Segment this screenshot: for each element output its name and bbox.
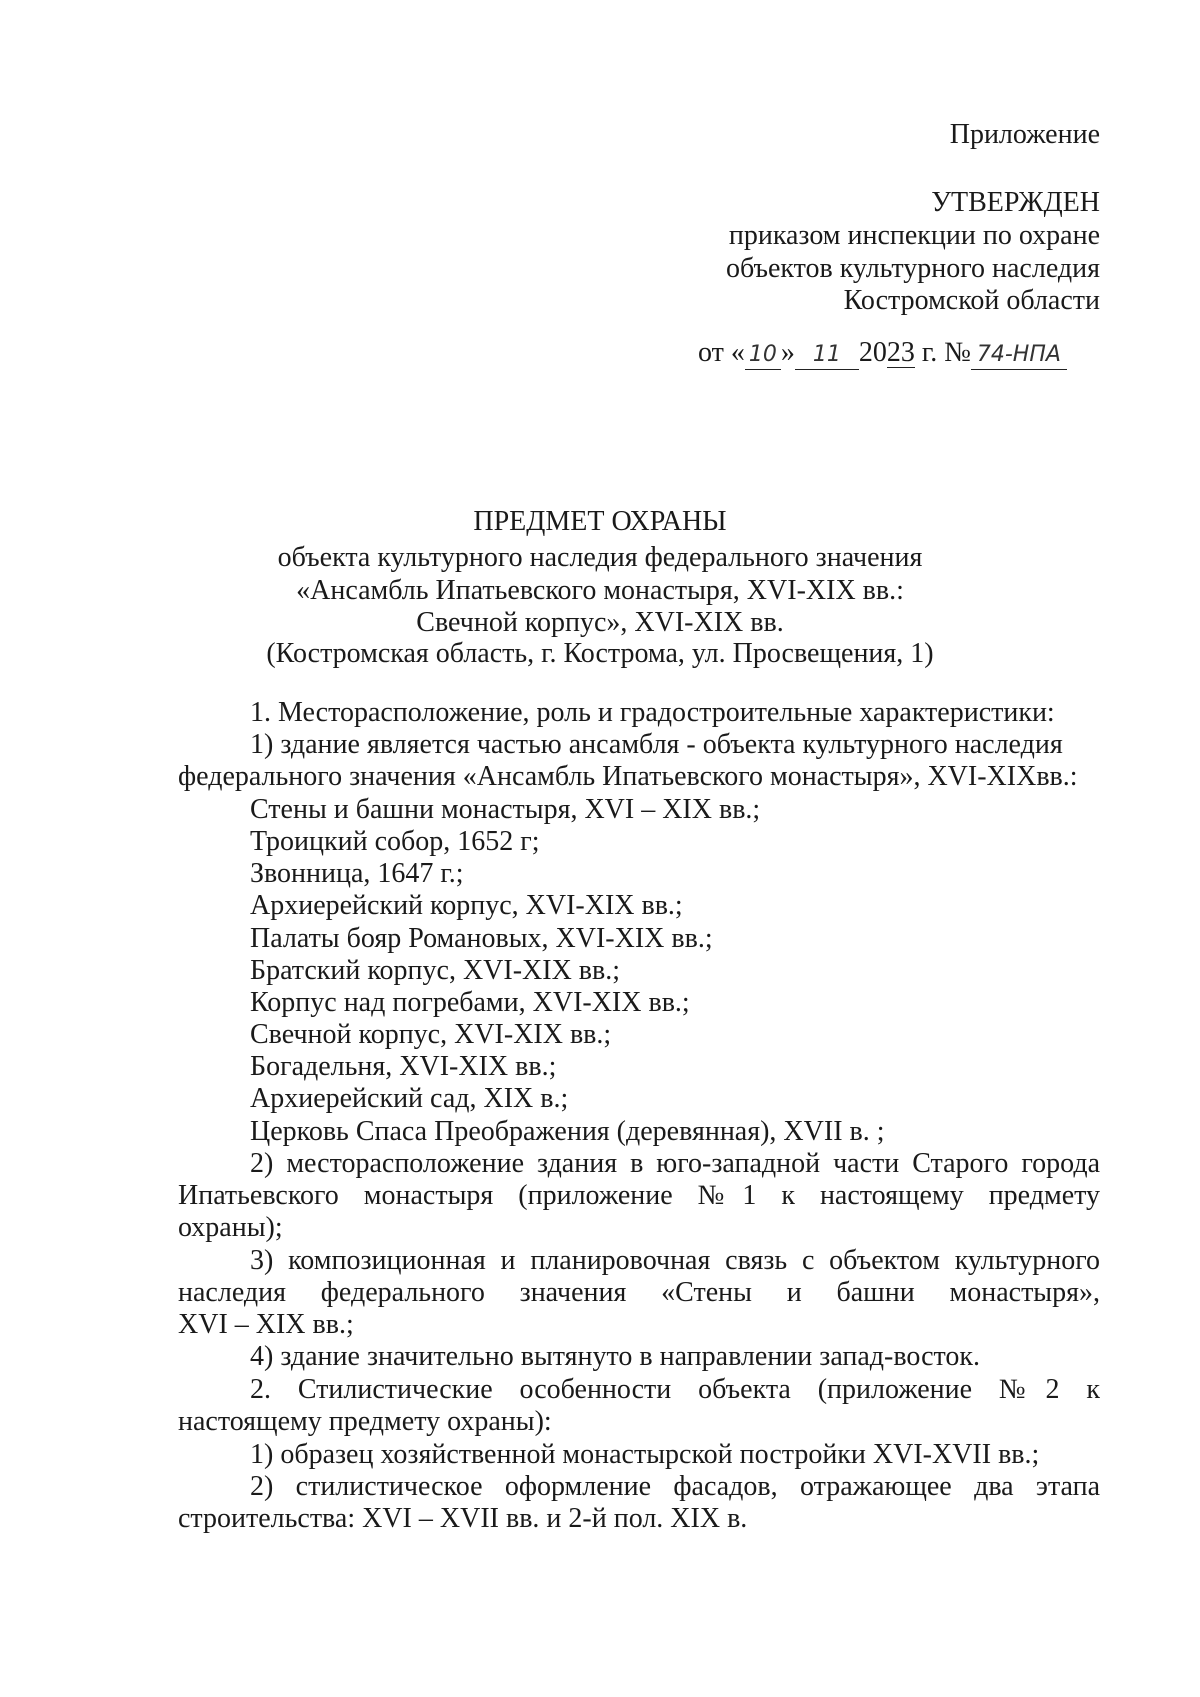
year-suffix: г. № <box>914 337 971 368</box>
list-item: Стены и башни монастыря, XVI – XIX вв.; <box>250 794 761 825</box>
s1-p1-line-a: 1) здание является частью ансамбля - объекта культурного наследия <box>250 729 1063 760</box>
list-item: Архиерейский сад, XIX в.; <box>250 1083 569 1114</box>
handwritten-day: 10 <box>745 341 781 370</box>
order-line-3: Костромской области <box>843 285 1100 316</box>
s2-p2-line-a: 2) стилистическое оформление фасадов, отражающее два этапа <box>250 1471 1100 1502</box>
list-item: Троицкий собор, 1652 г; <box>250 826 540 857</box>
section-2-title-a: 2. Стилистические особенности объекта (приложение №2 к <box>250 1374 1100 1405</box>
appendix-label: Приложение <box>949 119 1100 150</box>
title-line-1: объекта культурного наследия федерального значения <box>277 542 923 573</box>
handwritten-month: 11 <box>795 341 859 370</box>
list-item: Звонница, 1647 г.; <box>250 858 464 889</box>
s1-p4: 4) здание значительно вытянуто в направлении запад-восток. <box>250 1341 980 1372</box>
s2-p1: 1) образец хозяйственной монастырской постройки XVI-XVII вв.; <box>250 1439 1040 1470</box>
document-heading: ПРЕДМЕТ ОХРАНЫ <box>473 506 727 537</box>
s1-p2-line-a: 2) месторасположение здания в юго-западной части Старого города <box>250 1148 1100 1179</box>
s1-p2-line-c: охраны); <box>178 1212 283 1243</box>
s1-p1-line-b: федерального значения «Ансамбль Ипатьевского монастыря», XVI-XIXвв.: <box>178 761 1078 792</box>
handwritten-order-number: 74-НПА <box>971 341 1067 370</box>
year-start: 20 <box>858 337 887 368</box>
order-line-1: приказом инспекции по охране <box>728 220 1100 251</box>
list-item: Братский корпус, XVI-XIX вв.; <box>250 955 621 986</box>
approved-label: УТВЕРЖДЕН <box>931 187 1100 218</box>
order-line-2: объектов культурного наследия <box>725 253 1100 284</box>
date-quote-close: » <box>780 337 795 368</box>
list-item: Богадельня, XVI-XIX вв.; <box>250 1051 557 1082</box>
title-line-2: «Ансамбль Ипатьевского монастыря, XVI-XIX вв.: <box>296 575 904 606</box>
s2-p2-line-b: строительства: XVI – XVII вв. и 2-й пол. XIX в. <box>178 1503 748 1534</box>
title-line-3: Свечной корпус», XVI-XIX вв. <box>416 607 784 638</box>
s1-p3-line-a: 3) композиционная и планировочная связь с объектом культурного <box>250 1245 1100 1276</box>
section-1-title: 1. Месторасположение, роль и градостроительные характеристики: <box>250 697 1055 728</box>
s1-p2-line-b: Ипатьевского монастыря (приложение №1 к настоящему предмету <box>178 1180 1100 1211</box>
section-2-title-b: настоящему предмету охраны): <box>178 1406 552 1437</box>
list-item: Палаты бояр Романовых, XVI-XIX вв.; <box>250 923 713 954</box>
date-prefix: от « <box>698 337 745 368</box>
list-item: Церковь Спаса Преображения (деревянная), XVII в. ; <box>250 1116 885 1147</box>
year-end: 23 <box>886 337 915 368</box>
list-item: Корпус над погребами, XVI-XIX вв.; <box>250 987 690 1018</box>
title-line-4: (Костромская область, г. Кострома, ул. Просвещения, 1) <box>266 638 934 669</box>
order-date-line <box>698 336 1067 370</box>
s1-p3-line-b: наследия федерального значения «Стены и башни монастыря», <box>178 1277 1100 1308</box>
list-item: Свечной корпус, XVI-XIX вв.; <box>250 1019 612 1050</box>
s1-p3-line-c: XVI – XIX вв.; <box>178 1309 354 1340</box>
list-item: Архиерейский корпус, XVI-XIX вв.; <box>250 890 683 921</box>
